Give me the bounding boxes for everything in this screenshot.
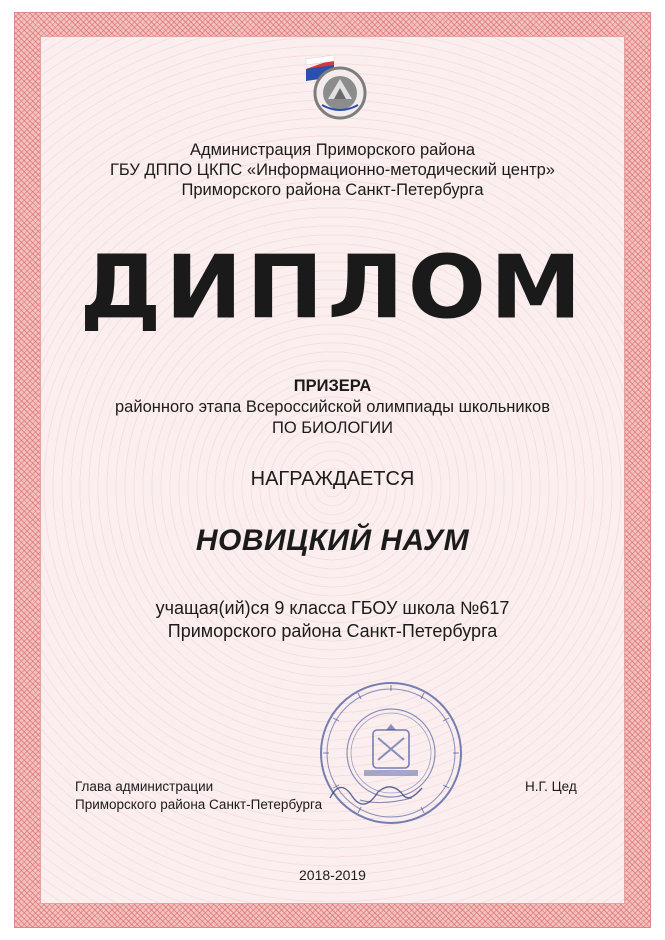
awarded-label: НАГРАЖДАЕТСЯ: [250, 468, 415, 490]
award-event: районного этапа Всероссийской олимпиады школьников: [115, 398, 550, 416]
signature-position-line-2: Приморского района Санкт-Петербурга: [75, 797, 323, 812]
award-subject: ПО БИОЛОГИИ: [272, 419, 393, 437]
header-line-3: Приморского района Санкт-Петербурга: [181, 181, 484, 199]
header-line-2: ГБУ ДППО ЦКПС «Информационно-методический центр»: [109, 161, 555, 179]
signature-scribble: [300, 770, 450, 810]
signature-position: [75, 778, 322, 814]
recipient-district: Приморского района Санкт-Петербурга: [167, 621, 498, 641]
award-rank: ПРИЗЕРА: [293, 377, 372, 395]
academic-year: 2018-2019: [299, 867, 366, 883]
signature-position-line-1: Глава администрации: [75, 779, 214, 794]
recipient-school: учащая(ий)ся 9 класса ГБОУ школа №617: [155, 598, 510, 618]
olympiad-emblem-icon: [298, 55, 376, 121]
header-line-1: Администрация Приморского района: [189, 141, 476, 159]
signer-name: Н.Г. Цед: [525, 779, 577, 794]
recipient-name: НОВИЦКИЙ НАУМ: [195, 524, 470, 557]
diploma-title: ДИПЛОМ: [79, 236, 586, 339]
